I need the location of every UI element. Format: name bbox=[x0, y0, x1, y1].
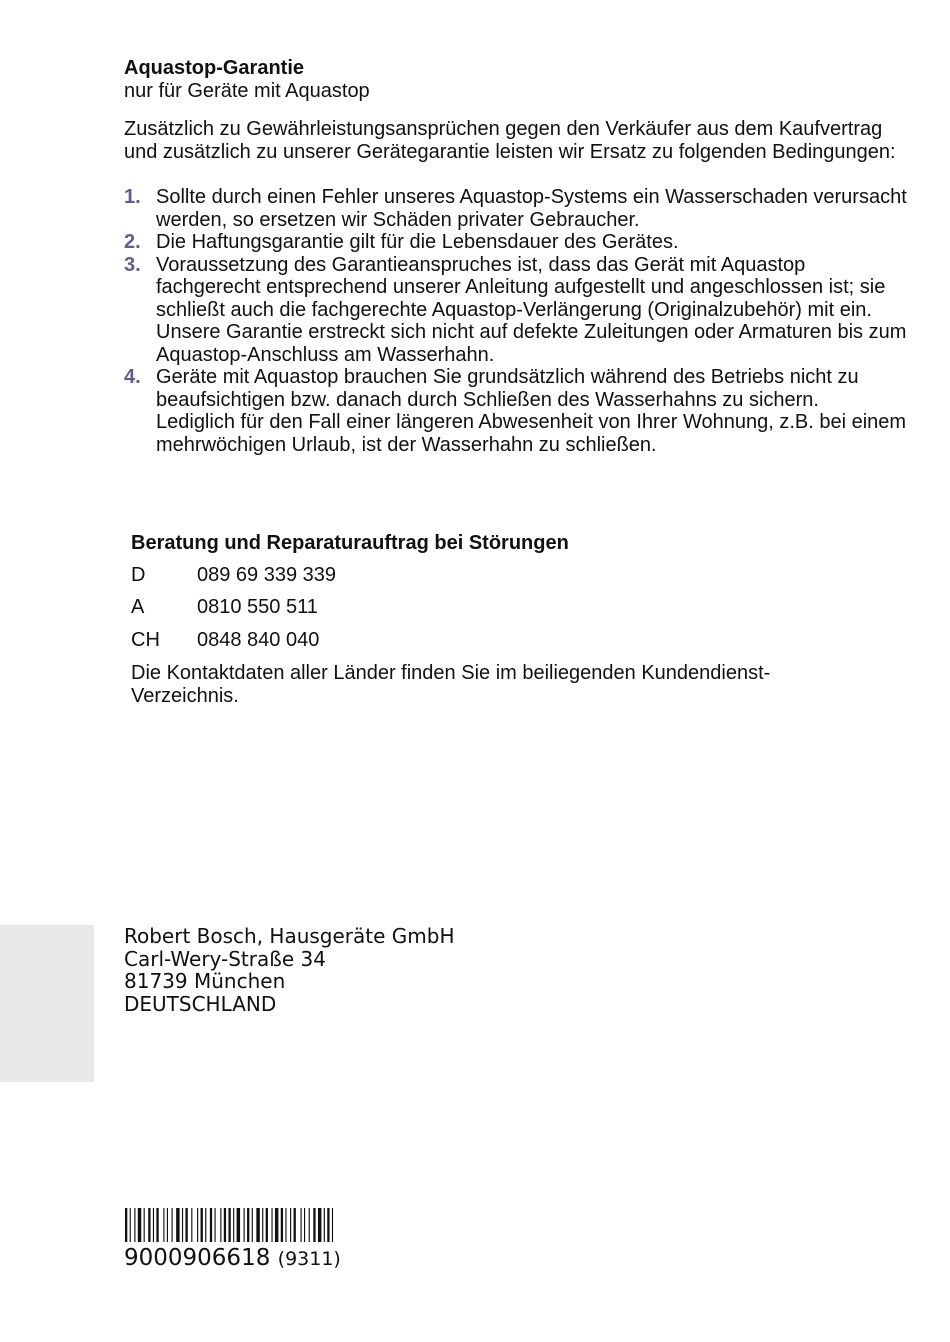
list-item-text: Unsere Garantie erstreckt sich nicht auf defekte Zuleitungen oder Armaturen bis zum Aquastop-Anschluss am Wasserhahn. bbox=[156, 321, 907, 366]
list-item-text: Lediglich für den Fall einer längeren Abwesenheit von Ihrer Wohnung, z.B. bei einem mehrwöchigen Urlaub, ist der Wasserhahn zu schließen. bbox=[156, 411, 907, 456]
list-item-text: Voraussetzung des Garantieanspruches ist, dass das Gerät mit Aquastop fachgerecht entsprechend unserer Anleitung aufgestellt und angeschlossen ist; sie schließt auch die fachgerechte Aquastop-Verlängerung (Originalzubehör) mit ein. bbox=[156, 253, 886, 321]
warranty-conditions-list bbox=[124, 186, 914, 456]
phone-row-austria bbox=[131, 595, 318, 619]
address-company: Robert Bosch, Hausgeräte GmbH bbox=[124, 924, 455, 948]
list-item-text: Geräte mit Aquastop brauchen Sie grundsätzlich während des Betriebs nicht zu beaufsichtigen bzw. danach durch Schließen des Wasserhahns zu sichern. bbox=[156, 366, 859, 411]
phone-number: 089 69 339 339 bbox=[197, 564, 337, 586]
list-item-text: Sollte durch einen Fehler unseres Aquastop-Systems ein Wasserschaden verursacht werden, so ersetzen wir Schäden privater Gebraucher. bbox=[156, 186, 907, 231]
list-item bbox=[124, 186, 914, 231]
list-item bbox=[124, 231, 914, 254]
production-code: (9311) bbox=[277, 1248, 341, 1270]
warranty-intro: Zusätzlich zu Gewährleistungsansprüchen gegen den Verkäufer aus dem Kaufvertrag und zusätzlich zu unserer Gerätegarantie leisten wir Ersatz zu folgenden Bedingungen: bbox=[124, 118, 896, 163]
phone-row-germany bbox=[131, 563, 336, 587]
address-city: 81739 München bbox=[124, 969, 286, 993]
contact-note: Die Kontaktdaten aller Länder finden Sie im beiliegenden Kundendienst-Verzeichnis. bbox=[131, 662, 771, 707]
country-code: CH bbox=[131, 629, 160, 651]
barcode bbox=[125, 1208, 415, 1242]
phone-number: 0810 550 511 bbox=[197, 596, 318, 618]
list-item bbox=[124, 254, 914, 367]
address-country: DEUTSCHLAND bbox=[124, 991, 277, 1016]
company-address bbox=[124, 925, 455, 1015]
service-heading: Beratung und Reparaturauftrag bei Störungen bbox=[131, 532, 569, 554]
sidebar-tab bbox=[0, 925, 94, 1082]
list-item-number: 3. bbox=[124, 253, 141, 276]
phone-row-switzerland bbox=[131, 628, 319, 652]
list-item-number: 4. bbox=[124, 366, 141, 388]
list-item-number: 2. bbox=[124, 231, 141, 253]
country-code: D bbox=[131, 564, 146, 586]
address-street: Carl-Wery-Straße 34 bbox=[124, 946, 326, 971]
warranty-title: Aquastop-Garantie bbox=[124, 57, 305, 79]
list-item-text: Die Haftungsgarantie gilt für die Lebensdauer des Gerätes. bbox=[156, 231, 679, 253]
phone-number: 0848 840 040 bbox=[197, 629, 320, 651]
barcode-number bbox=[124, 1244, 341, 1273]
country-code: A bbox=[131, 596, 145, 618]
list-item-number: 1. bbox=[124, 186, 141, 208]
warranty-subtitle: nur für Geräte mit Aquastop bbox=[124, 80, 370, 102]
article-number: 9000906618 bbox=[124, 1245, 271, 1271]
list-item bbox=[124, 366, 914, 456]
